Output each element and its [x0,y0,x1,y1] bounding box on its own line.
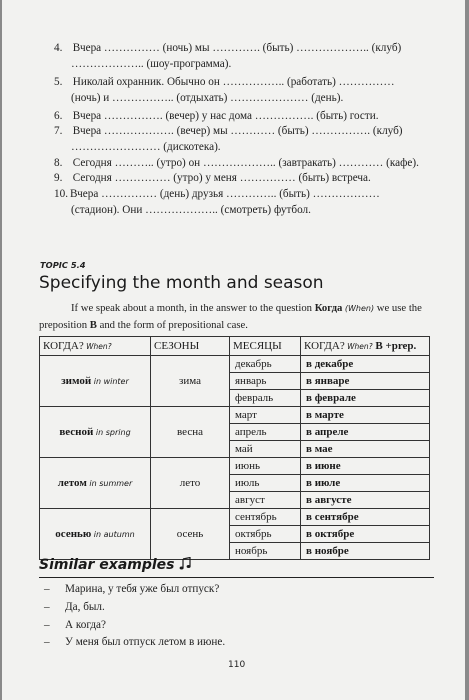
phrase-cell: в августе [301,492,430,509]
topic-tag: TOPIC 5.4 [40,260,86,270]
intro-paragraph: If we speak about a month, in the answer to the question Когда (When) we use the preposition В and the form of prepositional case. [39,302,422,331]
month-cell: январь [230,373,301,390]
exercise-item: 8. Сегодня ……….. (утро) он ……………….. (завтракать) ………… (кафе). [54,157,419,169]
month-cell: октябрь [230,526,301,543]
season-cell: осень [151,509,230,560]
dialog-line: – Да, был. [44,601,105,613]
phrase-cell: в ноябре [301,543,430,560]
table-row [40,407,430,424]
table-row [40,356,430,373]
season-cell: весна [151,407,230,458]
season-cell: зима [151,356,230,407]
exercise-item: 7. Вчера ………………. (вечер) мы ………… (быть) ……………. (клуб) …………………… (дискотека). [54,125,403,153]
dialog-line: – У меня был отпуск летом в июне. [44,636,226,648]
exercise-item: 9. Сегодня …………… (утро) у меня …………… (быть) встреча. [54,172,371,184]
month-cell: май [230,441,301,458]
divider [39,577,434,578]
dialog-line: – Марина, у тебя уже был отпуск? [44,583,220,595]
month-cell: февраль [230,390,301,407]
table-row [40,458,430,475]
exercise-item: 5. Николай охранник. Обычно он …………….. (работать) …………… (ночь) и …………….. (отдыхать) ………………… (день). [54,76,395,104]
header-when-prep: КОГДА? When? В +prep. [301,337,430,356]
phrase-cell: в феврале [301,390,430,407]
exercise-item: 6. Вчера ……………. (вечер) у нас дома ……………. (быть) гости. [54,110,379,122]
section-title: Specifying the month and season [39,273,324,293]
similar-examples-heading: Similar examples [39,557,191,573]
phrase-cell: в январе [301,373,430,390]
season-cell: лето [151,458,230,509]
page-number: 110 [228,660,246,670]
table-header-row [40,337,430,356]
phrase-cell: в апреле [301,424,430,441]
dialog-line: – А когда? [44,619,106,631]
exercise-item: 4. Вчера …………… (ночь) мы …………. (быть) ……………….. (клуб) ……………….. (шоу-программа). [54,42,402,70]
phrase-cell: в сентябре [301,509,430,526]
header-months: МЕСЯЦЫ [230,337,301,356]
season-label-cell: летом in summer [40,458,151,509]
phrase-cell: в июле [301,475,430,492]
header-when: КОГДА? When? [40,337,151,356]
month-cell: март [230,407,301,424]
phrase-cell: в июне [301,458,430,475]
month-cell: ноябрь [230,543,301,560]
month-cell: июнь [230,458,301,475]
season-label-cell: весной in spring [40,407,151,458]
music-note-icon [179,557,191,570]
phrase-cell: в декабре [301,356,430,373]
header-seasons: СЕЗОНЫ [151,337,230,356]
season-label-cell: зимой in winter [40,356,151,407]
phrase-cell: в октябре [301,526,430,543]
phrase-cell: в мае [301,441,430,458]
month-cell: август [230,492,301,509]
month-cell: июль [230,475,301,492]
book-page [2,0,465,700]
month-cell: декабрь [230,356,301,373]
table-row [40,509,430,526]
month-cell: апрель [230,424,301,441]
phrase-cell: в марте [301,407,430,424]
exercise-item: 10. Вчера …………… (день) друзья ………….. (быть) ……………… (стадион). Они ……………….. (смотреть) футбол. [54,188,380,216]
months-table [39,336,430,560]
month-cell: сентябрь [230,509,301,526]
season-label-cell: осенью in autumn [40,509,151,560]
